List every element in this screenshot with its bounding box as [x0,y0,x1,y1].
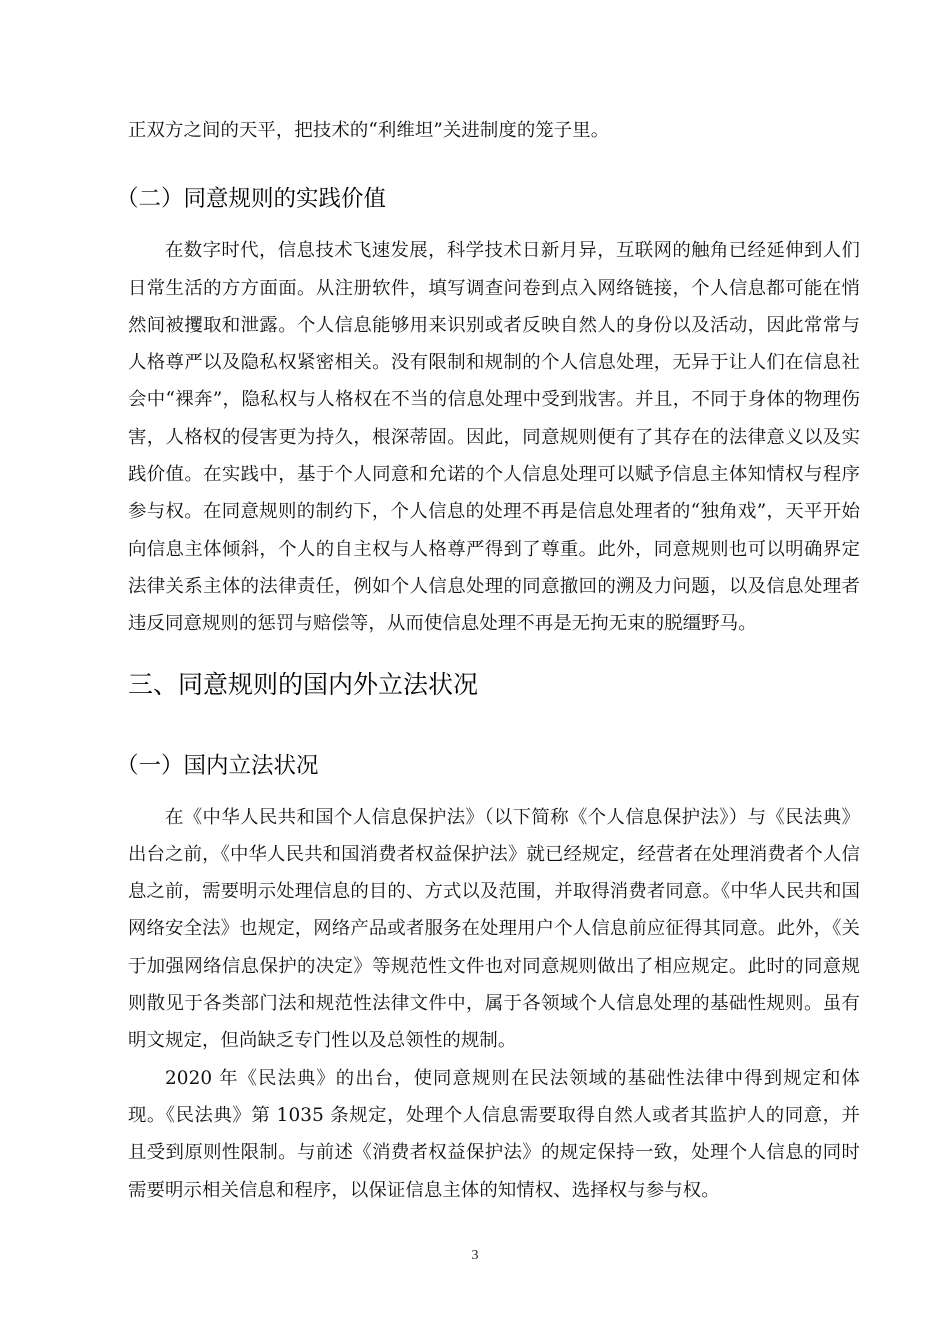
heading-practical-value: （二）同意规则的实践价值 [116,186,387,213]
heading-section-3: 三、同意规则的国内外立法状况 [128,669,479,699]
heading-domestic-legislation: （一）国内立法状况 [116,752,319,779]
intro-continuation: 正双方之间的天平，把技术的“利维坦”关进制度的笼子里。 [128,120,610,141]
paragraph-domestic-1: 在《中华人民共和国个人信息保护法》（以下简称《个人信息保护法》）与《民法典》出台之前，《中华人民共和国消费者权益保护法》就已经规定，经营者在处理消费者个人信息之前，需要明示处理信息的目的、方式以及范围，并取得消费者同意。《中华人民共和国网络安全法》也规定，网络产品或者服务在处理用户个人信息前应征得其同意。此外，《关于加强网络信息保护的决定》等规范性文件也对同意规则做出了相应规定。此时的同意规则散见于各类部门法和规范性法律文件中，属于各领域个人信息处理的基础性规则。虽有明文规定，但尚缺乏专门性以及总领性的规制。 [128,806,860,1052]
paragraph-practical-value: 在数字时代，信息技术飞速发展，科学技术日新月异，互联网的触角已经延伸到人们日常生活的方方面面。从注册软件，填写调查问卷到点入网络链接，个人信息都可能在悄然间被攫取和泄露。个人信息能够用来识别或者反映自然人的身份以及活动，因此常常与人格尊严以及隐私权紧密相关。没有限制和规制的个人信息处理，无异于让人们在信息社会中“裸奔”，隐私权与人格权在不当的信息处理中受到戕害。并且，不同于身体的物理伤害，人格权的侵害更为持久，根深蒂固。因此，同意规则便有了其存在的法律意义以及实践价值。在实践中，基于个人同意和允诺的个人信息处理可以赋予信息主体知情权与程序参与权。在同意规则的制约下，个人信息的处理不再是信息处理者的“独角戏”，天平开始向信息主体倾斜，个人的自主权与人格尊严得到了尊重。此外，同意规则也可以明确界定法律关系主体的法律责任，例如个人信息处理的同意撤回的溯及力问题，以及信息处理者违反同意规则的惩罚与赔偿等，从而使信息处理不再是无拘无束的脱缰野马。 [128,240,860,635]
page-number: 3 [471,1248,479,1263]
paragraph-domestic-2: 2020 年《民法典》的出台，使同意规则在民法领域的基础性法律中得到规定和体现。《民法典》第 1035 条规定，处理个人信息需要取得自然人或者其监护人的同意，并且受到原则性限制。与前述《消费者权益保护法》的规定保持一致，处理个人信息的同时需要明示相关信息和程序，以保证信息主体的知情权、选择权与参与权。 [128,1067,860,1201]
page-content [116,112,860,1209]
